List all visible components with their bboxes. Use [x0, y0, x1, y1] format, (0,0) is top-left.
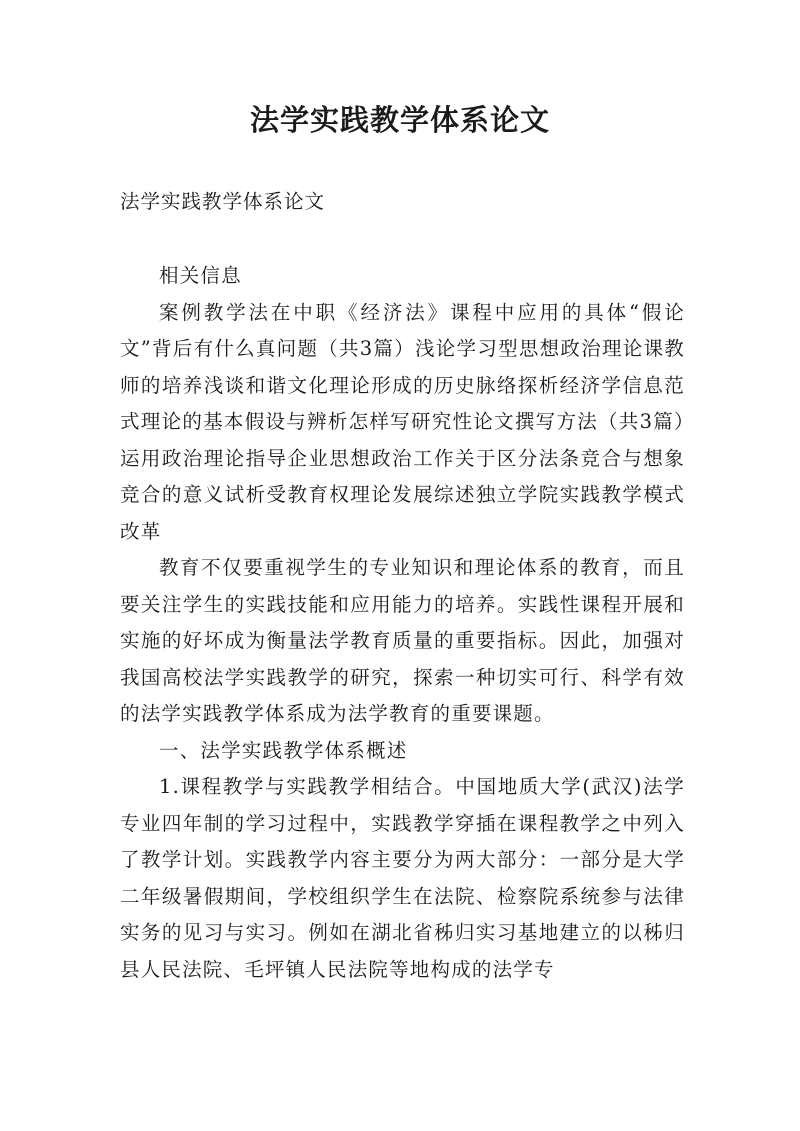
paragraph-section-1: 1.课程教学与实践教学相结合。中国地质大学(武汉)法学专业四年制的学习过程中，实践教学穿插在课程教学之中列入了教学计划。实践教学内容主要分为两大部分：一部分是大学二年级暑假期间，学校组织学生在法院、检察院系统参与法律实务的见习与实习。例如在湖北省秭归实习基地建立的以秭归县人民法院、毛坪镇人民法院等地构成的法学专 [120, 775, 685, 981]
section-heading: 一、法学实践教学体系概述 [159, 738, 408, 762]
document-body [120, 258, 685, 988]
paragraph-related-info: 相关信息 [159, 264, 242, 287]
document-subtitle: 法学实践教学体系论文 [120, 190, 326, 213]
document-title: 法学实践教学体系论文 [249, 103, 550, 137]
paragraph-intro: 教育不仅要重视学生的专业知识和理论体系的教育，而且要关注学生的实践技能和应用能力的培养。实践性课程开展和实施的好坏成为衡量法学教育质量的重要指标。因此，加强对我国高校法学实践教学的研究，探索一种切实可行、科学有效的法学实践教学体系成为法学教育的重要课题。 [120, 556, 685, 725]
paragraph-related-list: 案例教学法在中职《经济法》课程中应用的具体“假论文”背后有什么真问题（共3篇）浅论学习型思想政治理论课教师的培养浅谈和谐文化理论形成的历史脉络探析经济学信息范式理论的基本假设与辨析怎样写研究性论文撰写方法（共3篇）运用政治理论指导企业思想政治工作关于区分法条竞合与想象竞合的意义试析受教育权理论发展综述独立学院实践教学模式改革 [120, 300, 685, 543]
